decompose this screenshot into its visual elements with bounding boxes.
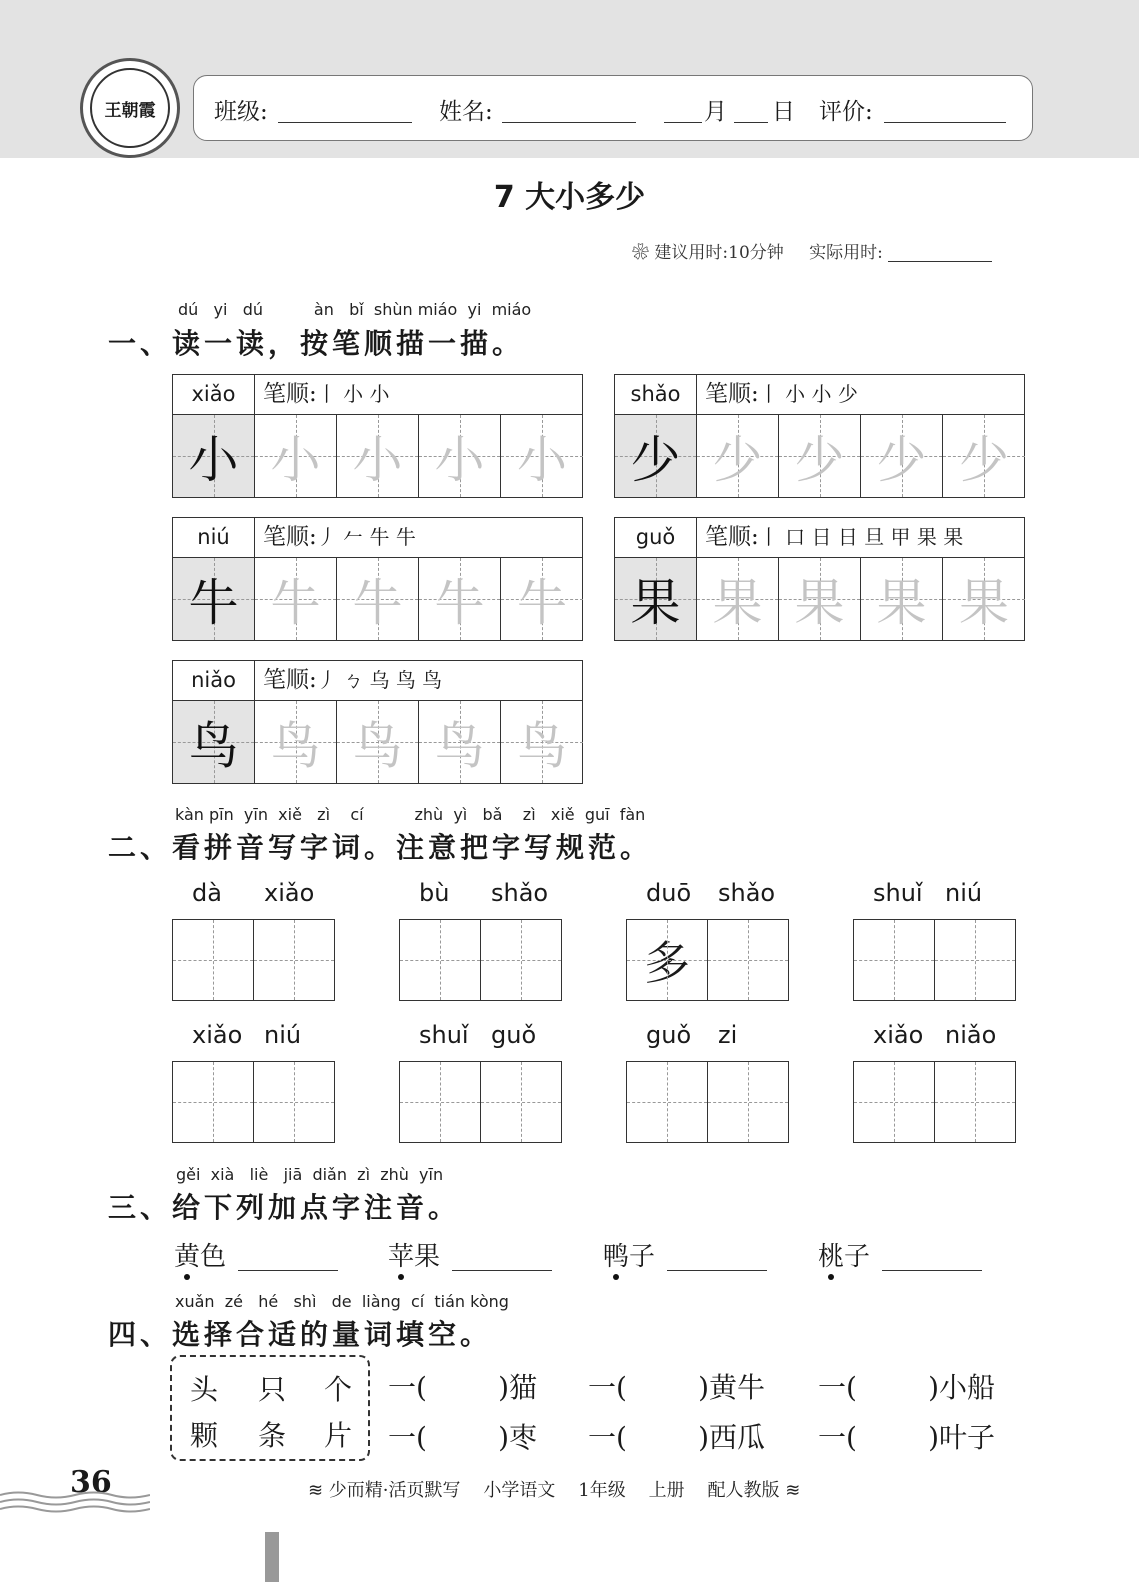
grey-marker	[265, 1532, 279, 1582]
trace-cell[interactable]	[419, 558, 501, 640]
section4-pinyin: xuǎn zé hé shì de liàng cí tián kòng	[175, 1292, 509, 1311]
stroke-card	[172, 374, 583, 498]
trace-char: 小	[270, 431, 321, 489]
writing-box[interactable]	[853, 1061, 935, 1143]
section3-heading: 三、给下列加点字注音。	[108, 1191, 461, 1224]
class-field[interactable]	[278, 122, 412, 123]
guide-line	[894, 1062, 895, 1142]
trace-char: 少	[712, 431, 763, 489]
writing-box[interactable]	[626, 919, 708, 1001]
pinyin-1: dà	[192, 879, 222, 907]
guide-line	[667, 1062, 668, 1142]
model-char-cell	[173, 558, 255, 640]
trace-char: 果	[959, 574, 1009, 632]
fill-blank-item[interactable]: 一( )叶子	[818, 1421, 996, 1454]
card-pinyin: guǒ	[615, 518, 697, 558]
word-text: 桃子	[818, 1242, 871, 1272]
section2-pinyin: kàn pīn yīn xiě zì cí zhù yì bǎ zì xiě guī fàn	[175, 805, 646, 824]
actual-time-label: 实际用时:	[809, 243, 883, 263]
stroke-order	[255, 661, 582, 701]
writing-box[interactable]	[172, 1061, 254, 1143]
guide-line	[213, 920, 214, 1000]
trace-char: 鸟	[352, 717, 403, 775]
guide-line	[975, 1062, 976, 1142]
name-label: 姓名:	[439, 99, 493, 125]
emphasis-dot	[613, 1274, 619, 1280]
order-label: 笔顺:	[705, 524, 759, 550]
writing-box[interactable]	[934, 1061, 1016, 1143]
trace-char: 少	[959, 431, 1009, 489]
stroke-order	[697, 518, 1024, 558]
pinyin-1: shuǐ	[873, 879, 923, 907]
measure-word: 头	[190, 1373, 219, 1406]
card-pinyin: shǎo	[615, 375, 697, 415]
model-char-cell	[615, 558, 697, 640]
order-strokes: 丿 𠂉 牛 牛	[316, 525, 416, 549]
trace-char: 果	[794, 574, 845, 632]
trace-cell[interactable]	[943, 558, 1025, 640]
pinyin-2: shǎo	[491, 879, 549, 907]
trace-cell[interactable]	[255, 701, 337, 783]
trace-cell[interactable]	[419, 701, 501, 783]
measure-word: 个	[324, 1373, 353, 1406]
guide-line	[440, 1062, 441, 1142]
order-strokes: 丨 小 小 少	[758, 382, 858, 406]
section2-heading: 二、看拼音写字词。注意把字写规范。	[108, 831, 653, 864]
stroke-card	[172, 517, 583, 641]
trace-char: 牛	[517, 574, 567, 632]
day-field[interactable]	[734, 122, 768, 123]
fill-blank-item[interactable]: 一( )西瓜	[588, 1421, 766, 1454]
stroke-order	[255, 518, 582, 558]
guide-line	[667, 920, 668, 1000]
model-char-cell	[173, 701, 255, 783]
trace-cell[interactable]	[501, 701, 583, 783]
day-label: 日	[772, 99, 795, 125]
actual-time-field[interactable]	[888, 261, 992, 262]
trace-cell[interactable]	[337, 558, 419, 640]
model-char-cell	[173, 415, 255, 497]
pinyin-2: guǒ	[491, 1021, 537, 1049]
trace-cell[interactable]	[943, 415, 1025, 497]
trace-char: 鸟	[270, 717, 321, 775]
order-label: 笔顺:	[263, 381, 317, 407]
trace-char: 牛	[270, 574, 321, 632]
section1-heading: 一、读一读，按笔顺描一描。	[108, 327, 525, 360]
trace-char: 果	[876, 574, 927, 632]
fill-blank-item[interactable]: 一( )枣	[388, 1421, 538, 1454]
month-field[interactable]	[664, 122, 702, 123]
stroke-card	[614, 517, 1025, 641]
month-label: 月	[704, 99, 727, 125]
eval-label: 评价:	[819, 99, 873, 125]
card-pinyin: niú	[173, 518, 255, 558]
wave-decoration	[0, 1490, 150, 1515]
model-char: 果	[630, 574, 681, 632]
order-label: 笔顺:	[263, 524, 317, 550]
writing-box[interactable]	[934, 919, 1016, 1001]
order-label: 笔顺:	[263, 667, 317, 693]
trace-char: 少	[876, 431, 927, 489]
section4-heading: 四、选择合适的量词填空。	[108, 1318, 493, 1351]
pinyin-word	[388, 1236, 440, 1273]
trace-char: 果	[712, 574, 763, 632]
name-field[interactable]	[502, 122, 636, 123]
word-text: 鸭子	[603, 1242, 656, 1272]
word-text: 苹果	[388, 1242, 441, 1272]
trace-cell[interactable]	[697, 558, 779, 640]
guide-line	[521, 1062, 522, 1142]
writing-box[interactable]	[480, 1061, 562, 1143]
writing-box[interactable]	[399, 1061, 481, 1143]
order-strokes: 丿 ㄅ 乌 鸟 鸟	[316, 668, 443, 692]
trace-char: 牛	[434, 574, 485, 632]
model-char-cell	[615, 415, 697, 497]
card-pinyin: niǎo	[173, 661, 255, 701]
section1-pinyin: dú yi dú àn bǐ shùn miáo yi miáo	[178, 300, 532, 319]
suggested-time: 建议用时:10分钟	[654, 243, 784, 263]
writing-box[interactable]	[853, 919, 935, 1001]
pinyin-1: duō	[646, 879, 692, 907]
fill-blank-item[interactable]: 一( )猫	[388, 1371, 538, 1404]
guide-line	[294, 920, 295, 1000]
trace-char: 牛	[352, 574, 403, 632]
writing-box[interactable]	[172, 919, 254, 1001]
order-label: 笔顺:	[705, 381, 759, 407]
guide-line	[748, 1062, 749, 1142]
guide-line	[294, 1062, 295, 1142]
guide-line	[440, 920, 441, 1000]
trace-cell[interactable]	[255, 558, 337, 640]
pinyin-word	[603, 1236, 655, 1273]
trace-cell[interactable]	[419, 415, 501, 497]
order-strokes: 丨 口 日 日 旦 甲 果 果	[758, 525, 964, 549]
pinyin-word	[174, 1236, 226, 1273]
trace-cell[interactable]	[501, 415, 583, 497]
emphasis-dot	[828, 1274, 834, 1280]
guide-line	[521, 920, 522, 1000]
fill-blank-item[interactable]: 一( )小船	[818, 1371, 996, 1404]
writing-box[interactable]	[707, 919, 789, 1001]
model-char: 鸟	[188, 717, 239, 775]
trace-cell[interactable]	[255, 415, 337, 497]
pinyin-1: guǒ	[646, 1021, 692, 1049]
writing-box[interactable]	[253, 919, 335, 1001]
time-info	[632, 238, 992, 263]
footer-text: ≋ 少而精·活页默写 小学语文 1年级 上册 配人教版 ≋	[308, 1480, 801, 1501]
guide-line	[975, 920, 976, 1000]
model-char: 牛	[188, 574, 239, 632]
eval-field[interactable]	[884, 122, 1006, 123]
writing-box[interactable]	[480, 919, 562, 1001]
written-char: 多	[644, 936, 690, 990]
pinyin-1: bù	[419, 879, 450, 907]
stroke-order	[697, 375, 1024, 415]
trace-char: 小	[517, 431, 567, 489]
pinyin-2: xiǎo	[264, 879, 315, 907]
emphasis-dot	[184, 1274, 190, 1280]
stroke-card	[614, 374, 1025, 498]
pinyin-2: shǎo	[718, 879, 776, 907]
trace-char: 小	[434, 431, 485, 489]
emphasis-dot	[398, 1274, 404, 1280]
trace-cell[interactable]	[861, 558, 943, 640]
trace-char: 小	[352, 431, 403, 489]
student-info-box	[193, 75, 1033, 141]
answer-blank[interactable]	[238, 1270, 338, 1271]
measure-word: 片	[324, 1419, 353, 1452]
trace-char: 鸟	[434, 717, 485, 775]
flower-icon: ❀	[632, 243, 649, 263]
class-label: 班级:	[214, 99, 268, 125]
pinyin-2: niú	[945, 879, 983, 907]
word-text: 黄色	[174, 1242, 227, 1272]
trace-char: 鸟	[517, 717, 567, 775]
trace-char: 少	[794, 431, 845, 489]
trace-cell[interactable]	[779, 558, 861, 640]
trace-cell[interactable]	[501, 558, 583, 640]
stroke-card	[172, 660, 583, 784]
pinyin-word	[818, 1236, 870, 1273]
trace-cell[interactable]	[697, 415, 779, 497]
model-char: 少	[630, 431, 681, 489]
measure-word: 只	[258, 1373, 287, 1406]
pinyin-2: niǎo	[945, 1021, 997, 1049]
writing-box[interactable]	[707, 1061, 789, 1143]
writing-box[interactable]	[253, 1061, 335, 1143]
card-pinyin: xiǎo	[173, 375, 255, 415]
order-strokes: 丨 小 小	[316, 382, 390, 406]
pinyin-1: xiǎo	[192, 1021, 243, 1049]
answer-blank[interactable]	[667, 1270, 767, 1271]
model-char: 小	[188, 431, 239, 489]
logo-text: 王朝霞	[90, 68, 170, 148]
trace-cell[interactable]	[337, 701, 419, 783]
lesson-title: 7 大小多少	[493, 180, 646, 215]
pinyin-2: niú	[264, 1021, 302, 1049]
trace-cell[interactable]	[337, 415, 419, 497]
trace-cell[interactable]	[779, 415, 861, 497]
measure-word: 条	[258, 1419, 287, 1452]
pinyin-1: xiǎo	[873, 1021, 924, 1049]
guide-line	[213, 1062, 214, 1142]
guide-line	[894, 920, 895, 1000]
writing-box[interactable]	[626, 1061, 708, 1143]
pinyin-2: zi	[718, 1021, 738, 1049]
stroke-order	[255, 375, 582, 415]
trace-cell[interactable]	[861, 415, 943, 497]
pinyin-1: shuǐ	[419, 1021, 469, 1049]
page-number: 36	[70, 1465, 112, 1500]
fill-blank-item[interactable]: 一( )黄牛	[588, 1371, 766, 1404]
measure-word: 颗	[190, 1419, 219, 1452]
section3-pinyin: gěi xià liè jiā diǎn zì zhù yīn	[176, 1165, 444, 1184]
writing-box[interactable]	[399, 919, 481, 1001]
logo-seal	[80, 58, 180, 158]
answer-blank[interactable]	[882, 1270, 982, 1271]
answer-blank[interactable]	[452, 1270, 552, 1271]
guide-line	[748, 920, 749, 1000]
